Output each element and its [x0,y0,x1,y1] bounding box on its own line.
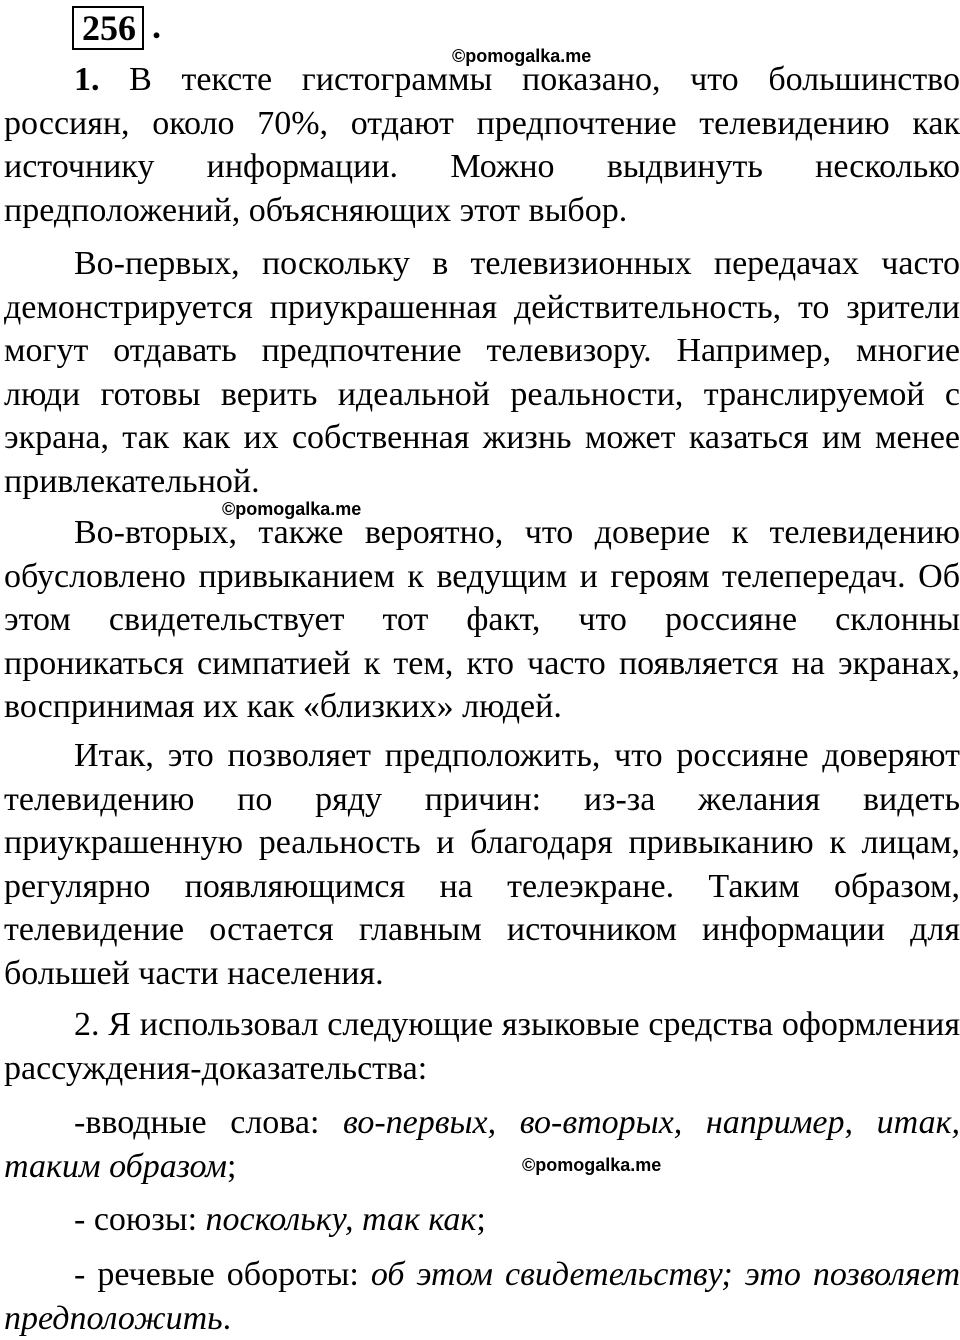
paragraph-6 [4,1101,960,1188]
watermark-top: ©pomogalka.me [452,46,592,66]
paragraph-6-tail: ; [226,1147,237,1185]
paragraph-5: 2. Я использовал следующие языковые средства оформления рассуждения-доказательства: [4,1006,960,1087]
exercise-number-dot: . [152,6,161,46]
paragraph-6-label: -вводные слова: [74,1104,344,1141]
watermark-bottom: ©pomogalka.me [522,1155,662,1175]
paragraph-7-examples: поскольку, так как [205,1201,477,1238]
exercise-number [72,6,144,50]
paragraph-8-label: - речевые обороты: [74,1256,371,1293]
watermark-middle: ©pomogalka.me [222,499,362,519]
paragraph-8-tail: . [222,1299,232,1337]
paragraph-1-lead: 1. [74,61,100,98]
paragraph-7-tail: ; [476,1201,486,1238]
paragraph-7 [4,1198,960,1242]
paragraph-7-label: - союзы: [74,1201,206,1238]
paragraph-6-examples: во-первых, во-вторых, например, итак, таким образом [4,1104,960,1185]
paragraph-4: Итак, это позволяет предположить, что россияне доверяют телевидению по ряду причин: из-за желания видеть приукрашенную реальность и благодаря привыканию к лицам, регулярно появляющимся на телеэкране. Таким образом, телевидение остается главным источником информации для большей части населения. [4,737,960,992]
paragraph-2: Во-первых, поскольку в телевизионных передачах часто демонстрируется приукрашенная действительность, то зрители могут отдавать предпочтение телевизору. Например, многие люди готовы верить идеальной реальности, транслируемой с экрана, так как их собственная жизнь может казаться им менее привлекательной. [4,245,960,500]
paragraph-1-text: В тексте гистограммы показано, что большинство россиян, около 70%, отдают предпочтение телевидению как источнику информации. Можно выдвинуть несколько предположений, объясняющих этот выбор. [4,61,960,229]
exercise-number-text: 256 [82,8,136,48]
paragraph-3: Во-вторых, также вероятно, что доверие к телевидению обусловлено привыканием к ведущим и героям телепередач. Об этом свидетельствует тот факт, что россияне склонны проникаться симпатией к тем, кто часто появляется на экранах, воспринимая их как «близких» людей. [4,514,960,726]
paragraph-8-examples: об этом свидетельству; это позволяет предположить [4,1256,960,1337]
paragraph-8 [4,1253,960,1340]
paragraph-1 [4,58,960,232]
